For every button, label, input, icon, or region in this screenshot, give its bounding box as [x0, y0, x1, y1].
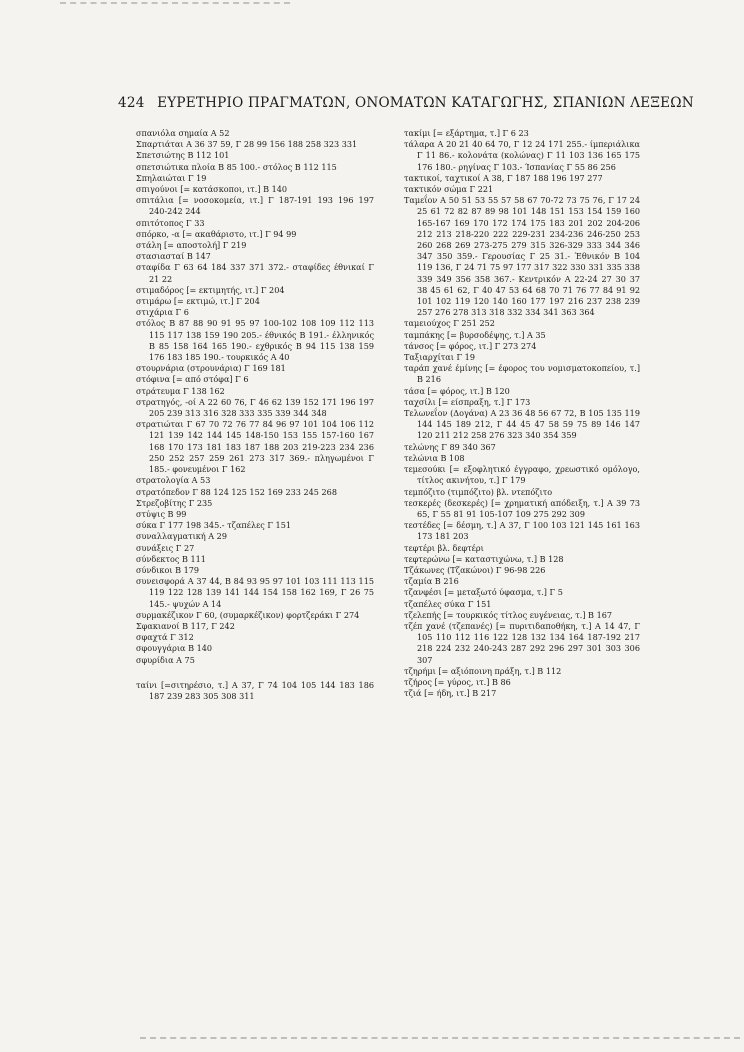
index-entry: τζιά [= ήδη, ιτ.] Β 217	[404, 688, 497, 699]
index-entry: τάσα [= φόρος, ιτ.] Β 120	[404, 385, 510, 396]
index-entry: τζανφέσι [= μεταξωτό ύφασμα, τ.] Γ 5	[404, 587, 563, 598]
index-entry: στουρνάρια (στρουνάρια) Γ 169 181	[136, 363, 286, 374]
index-entry: σύνδεκτος Β 111	[136, 553, 206, 564]
index-entry: τεφτέρι βλ. δεφτέρι	[404, 542, 484, 553]
index-entry: Τελωνεΐον (Δογάνα) Α 23 36 48 56 67 72, Β 105 135 119 144 145 189 212, Γ 44 45 47 58 59 75 89 146 147 120 211 212 258 276 323 340 354 359	[404, 408, 640, 441]
index-entry: σφυρίδια Α 75	[136, 654, 195, 665]
index-entry: στρατόπεδον Γ 88 124 125 152 169 233 245 268	[136, 486, 337, 497]
index-entry: Σπηλαιώται Γ 19	[136, 172, 207, 183]
index-entry: σφαχτά Γ 312	[136, 632, 194, 643]
index-entry: στρατιώται Γ 67 70 72 76 77 84 96 97 101 104 106 112 121 139 142 144 145 148-150 153 155 157-160 167 168 170 173 181 183 187 188 203 219-223 234 236 250 252 257 259 261 273 317 369.- πληγωμένοι Γ 185.- φονευμένοι Γ 162	[136, 419, 374, 475]
index-entry: Στρεζοβίτης Γ 235	[136, 497, 213, 508]
index-entry: Ταμεΐον Α 50 51 53 55 57 58 67 70-72 73 75 76, Γ 17 24 25 61 72 82 87 89 98 101 148 151 153 154 159 160 165-167 169 170 172 174 175 183 201 202 204-206 212 213 218-220 222 229-231 234-236 246-250 253 260 268 269 273-275 279 315 326-329 333 344 346 347 350 359.- Γερουσίας Γ 25 31.- Έθνικόν Β 104 119 136, Γ 24 71 75 97 177 317 322 330 331 335 338 339 349 356 358 367.- Κεντρικόν Α 22-24 27 30 37 38 45 61 62, Γ 40 47 53 64 68 70 71 76 77 84 91 92 101 102 119 120 140 160 177 197 216 237 238 239 257 276 278 313 318 332 334 341 363 364	[404, 195, 640, 318]
index-entry: τεφτερώνω [= καταστιχώνω, τ.] Β 128	[404, 553, 564, 564]
index-entry: σπόρκο, -α [= ακαθάριστο, ιτ.] Γ 94 99	[136, 228, 297, 239]
scan-artifact-top	[60, 2, 290, 7]
index-entry: τζέπ χανέ (τζεπανές) [= πυριτιδαποθήκη, τ.] Α 14 47, Γ 105 110 112 116 122 128 132 134 164 187-192 217 218 224 232 240-243 287 292 296 297 301 303 306 307	[404, 620, 640, 665]
index-entry: τελώνια Β 108	[404, 452, 465, 463]
index-entry: σπιτάλια [= νοσοκομεία, ιτ.] Γ 187-191 193 196 197 240-242 244	[136, 195, 374, 217]
index-entry: Ταξιαρχίται Γ 19	[404, 352, 475, 363]
index-entry: Σφακιανοί Β 117, Γ 242	[136, 620, 235, 631]
index-entry: τάλαρα Α 20 21 40 64 70, Γ 12 24 171 255.- ίμπεριάλικα Γ 11 86.- κολονάτα (κολώνας) Γ 11 103 136 165 175 176 180.- ρηγίνας Γ 103.- Ίσπανίας Γ 55 86 256	[404, 139, 640, 172]
index-entry: στασιασταί Β 147	[136, 251, 211, 262]
index-entry: συνάξεις Γ 27	[136, 542, 195, 553]
page-title: ΕΥΡΕΤΗΡΙΟ ΠΡΑΓΜΑΤΩΝ, ΟΝΟΜΑΤΩΝ ΚΑΤΑΓΩΓΗΣ, ΣΠΑΝΙΩΝ ΛΕΞΕΩΝ	[157, 95, 694, 111]
index-entry: στράτευμα Γ 138 162	[136, 385, 225, 396]
index-entry: τζήρος [= γύρος, ιτ.] Β 86	[404, 676, 511, 687]
index-entry: ταμπάκης [= βυρσοδέψης, τ.] Α 35	[404, 329, 546, 340]
index-entry: σπετσιώτικα πλοία Β 85 100.- στόλος Β 112 115	[136, 161, 337, 172]
index-entry: Σπαρτιάται Α 36 37 59, Γ 28 99 156 188 258 323 331	[136, 139, 358, 150]
index-entry: τακίμι [= εξάρτημα, τ.] Γ 6 23	[404, 128, 529, 138]
index-entry: Τζάκωνες (Τζακώνοι) Γ 96-98 226	[404, 564, 546, 575]
index-entry: στρατολογία Α 53	[136, 475, 211, 486]
index-entry: στρατηγός, -οί Α 22 60 76, Γ 46 62 139 152 171 196 197 205 239 313 316 328 333 335 339 344 348	[136, 396, 374, 419]
index-entry: τεμεσούκι [= εξοφλητικό έγγραφο, χρεωστικό ομόλογο, τίτλος ακινήτου, τ.] Γ 179	[404, 464, 640, 486]
index-column-right	[404, 128, 640, 699]
index-entry: σύνδικοι Β 179	[136, 564, 200, 575]
index-entry: ταίνι [=σιτηρέσιο, τ.] Α 37, Γ 74 104 105 144 183 186 187 239 283 305 308 311	[136, 679, 374, 701]
index-entry: στόλος Β 87 88 90 91 95 97 100-102 108 109 112 113 115 117 138 159 190 205.- έθνικός Β 191.- έλληνικός Β 85 158 164 165 190.- εχθρικός Β 94 115 138 159 176 183 185 190.- τουρκικός Α 40	[136, 318, 374, 363]
index-entry: τεσκερές (δεσκερές) [= χρηματική απόδειξη, τ.] Α 39 73 65, Γ 55 81 91 105-107 109 275 292 309	[404, 497, 640, 519]
index-entry: συναλλαγματική Α 29	[136, 531, 227, 542]
index-entry: Σπετσιώτης Β 112 101	[136, 150, 230, 161]
index-entry: σπανιόλα σημαία Α 52	[136, 128, 230, 138]
page-header	[118, 95, 694, 111]
index-entry: σταφίδα Γ 63 64 184 337 371 372.- σταφίδες έθνικαί Γ 21 22	[136, 262, 374, 284]
index-entry: στάλη [= αποστολή] Γ 219	[136, 240, 247, 251]
index-entry: τακτικόν σώμα Γ 221	[404, 184, 494, 195]
index-entry: στόφινα [= από στόφα] Γ 6	[136, 374, 249, 385]
index-entry: ταμειούχος Γ 251 252	[404, 318, 495, 329]
index-entry: στιχάρια Γ 6	[136, 307, 189, 318]
index-column-left	[136, 128, 374, 702]
index-entry: σπιγούνοι [= κατάσκοποι, ιτ.] Β 140	[136, 184, 288, 195]
index-entry: στιμαδόρος [= εκτιμητής, ιτ.] Γ 204	[136, 284, 285, 295]
index-entry: στιμάρω [= εκτιμώ, ιτ.] Γ 204	[136, 296, 260, 307]
index-entry: τζαπέλες σύκα Γ 151	[404, 598, 492, 609]
index-entry: συρμακέζικον Γ 60, (συμαρκέζικον) φορτζεράκι Γ 274	[136, 609, 360, 620]
index-entry: σύκα Γ 177 198 345.- τζαπέλες Γ 151	[136, 520, 292, 531]
index-entry: τεμπόζιτο (τιμπόζιτο) βλ. ντεπόζιτο	[404, 486, 553, 497]
index-entry: σπιτότοπος Γ 33	[136, 217, 205, 228]
page-number: 424	[118, 95, 145, 111]
index-entry: ταχσίλι [= είσπραξη, τ.] Γ 173	[404, 396, 531, 407]
index-entry: στύψις Β 99	[136, 508, 187, 519]
index-entry: τακτικοί, ταχτικοί Α 38, Γ 187 188 196 197 277	[404, 172, 603, 183]
index-gap	[136, 666, 374, 680]
index-entry: τζηρήμι [= αξιόποινη πράξη, τ.] Β 112	[404, 665, 562, 676]
index-entry: τεστέδες [= δέσμη, τ.] Α 37, Γ 100 103 121 145 161 163 173 181 203	[404, 520, 640, 542]
index-entry: τελώνης Γ 89 340 367	[404, 441, 496, 452]
index-entry: σφουγγάρια Β 140	[136, 643, 213, 654]
index-entry: τάνσος [= φόρος, ιτ.] Γ 273 274	[404, 340, 537, 351]
scan-artifact-bottom	[140, 1037, 740, 1041]
index-entry: συνεισφορά Α 37 44, Β 84 93 95 97 101 103 111 113 115 119 122 128 139 141 144 154 158 162 169, Γ 26 75 145.- ψυχών Α 14	[136, 576, 374, 609]
index-entry: τζαμία Β 216	[404, 576, 459, 587]
index-entry: ταράπ χανέ έμίνης [= έφορος του νομισματοκοπείου, τ.] Β 216	[404, 363, 640, 385]
index-entry: τζελεπής [= τουρκικός τίτλος ευγένειας, τ.] Β 167	[404, 609, 613, 620]
